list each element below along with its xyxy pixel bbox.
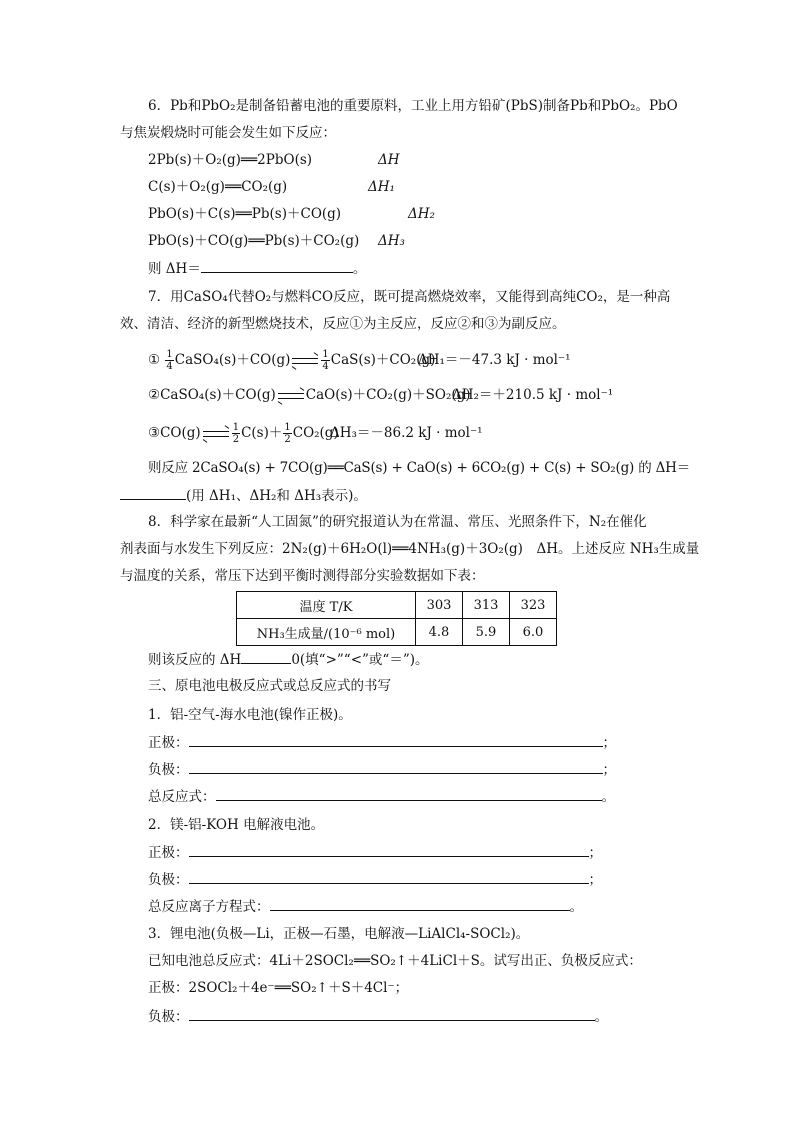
punct: 。 [594,1009,608,1025]
q7-ask-suffix: (用 ΔH₁、ΔH₂和 ΔH₃表示)。 [186,488,367,504]
table-cell: 323 [510,592,557,619]
q7-reaction-3 [148,418,339,448]
punct: ； [588,845,602,861]
part1-positive-blank[interactable] [189,732,603,747]
q8-intro-line3: 与温度的关系，常压下达到平衡时测得部分实验数据如下表： [120,568,485,584]
q7-reaction-3-frac-b: $\frac{1}{2}$ [284,422,291,445]
reversible-arrow-icon [278,392,304,400]
q6-reaction-4: PbO(s)＋CO(g)══Pb(s)＋CO₂(g) [148,233,360,249]
q7-reaction-3-frac-a: $\frac{1}{2}$ [232,422,240,445]
part1-total-line [148,786,615,807]
part2-total-blank[interactable] [270,896,570,911]
q8-ask-prefix: 则该反应的 ΔH [148,652,242,668]
q8-ask-suffix: 0(填“>”“<”或“＝”)。 [291,652,429,668]
reversible-arrow-icon [292,357,318,365]
q6-answer-prefix: 则 ΔH＝ [148,261,201,277]
q6-answer-suffix: 。 [352,261,367,277]
label: 总反应离子方程式： [148,899,270,915]
label: 负极： [148,1009,189,1025]
q6-reaction-2-dh: ΔH₁ [368,179,395,195]
table-cell: 6.0 [510,619,557,646]
q6-reaction-1: 2Pb(s)＋O₂(g)══2PbO(s) [148,152,313,168]
data-table [236,591,557,646]
q6-answer-line [148,258,366,279]
q7-reaction-1-frac-a: $\frac{1}{4}$ [166,349,173,372]
table-header-cell: NH₃生成量/(10⁻⁶ mol) [237,619,416,646]
punct: ； [588,872,602,888]
punct: ； [602,762,616,778]
part2-negative-line [148,869,602,890]
label: 负极： [148,872,189,888]
part3-positive-line: 正极：2SOCl₂＋4e⁻══SO₂↑＋S＋4Cl⁻； [148,980,409,996]
punct: 。 [601,789,615,805]
q6-reaction-3-dh: ΔH₂ [408,206,435,222]
q8-ask-line [148,649,428,670]
q7-reaction-1-frac-b: $\frac{1}{4}$ [322,349,329,372]
part3-negative-line [148,1006,608,1027]
part2-total-line [148,896,583,917]
q7-ask-line1: 则反应 2CaSO₄(s) + 7CO(g)══CaS(s) + CaO(s) + 6CO₂(g) + C(s) + SO₂(g) 的 ΔH＝ [148,460,691,476]
table-row [237,619,557,646]
q7-reaction-2 [148,385,471,405]
table-cell: 5.9 [463,619,510,646]
part2-title: 2．镁-铝-KOH 电解液电池。 [148,817,325,833]
q7-ask-line2 [120,485,367,506]
part1-title: 1．铝-空气-海水电池(镍作正极)。 [148,707,352,723]
part2-negative-blank[interactable] [189,869,589,884]
table-cell: 313 [463,592,510,619]
q7-reaction-1-mark: ① [148,352,161,368]
q7-answer-blank[interactable] [120,485,186,500]
q6-reaction-2: C(s)＋O₂(g)══CO₂(g) [148,179,288,195]
q7-reaction-1 [148,345,435,375]
part3-negative-blank[interactable] [189,1006,595,1021]
q7-reaction-3-right: CO₂(g) [292,425,339,441]
q7-reaction-3-mid: C(s)＋ [241,425,283,441]
q6-intro-line1: 6．Pb和PbO₂是制备铅蓄电池的重要原料，工业上用方铅矿(PbS)制备Pb和PbO₂。PbO [148,98,678,114]
part3-title: 3．锂电池(负极—Li，正极—石墨，电解液—LiAlCl₄-SOCl₂)。 [148,926,530,942]
q7-reaction-2-left: ②CaSO₄(s)＋CO(g) [148,387,276,403]
punct: ； [602,735,616,751]
part1-positive-line [148,732,616,753]
q6-reaction-4-dh: ΔH₃ [378,233,405,249]
q6-intro-line2: 与焦炭煅烧时可能会发生如下反应： [120,125,336,141]
part1-negative-blank[interactable] [189,759,603,774]
q7-reaction-1-right: CaS(s)＋CO₂(g) [330,352,436,368]
q7-reaction-1-dh: ΔH₁＝－47.3 kJ · mol⁻¹ [418,352,571,368]
q6-answer-blank[interactable] [201,258,353,273]
q7-reaction-2-right: CaO(s)＋CO₂(g)＋SO₂(g) [305,387,471,403]
section-3-title: 三、原电池电极反应式或总反应式的书写 [148,678,391,694]
part1-total-blank[interactable] [216,786,602,801]
q8-intro-line1: 8．科学家在最新“人工固氮”的研究报道认为在常温、常压、光照条件下，N₂在催化 [148,514,647,530]
q7-reaction-3-dh: ΔH₃＝－86.2 kJ · mol⁻¹ [330,425,483,441]
part3-known: 已知电池总反应式：4Li＋2SOCl₂══SO₂↑＋4LiCl＋S。试写出正、负极反应式： [148,953,642,969]
part1-negative-line [148,759,616,780]
label: 正极： [148,735,189,751]
q8-intro-line2: 剂表面与水发生下列反应：2N₂(g)＋6H₂O(l)══4NH₃(g)＋3O₂(g) ΔH。上述反应 NH₃生成量 [120,541,700,557]
reversible-arrow-icon [203,430,229,438]
label: 负极： [148,762,189,778]
part2-positive-line [148,842,602,863]
label: 总反应式： [148,789,216,805]
q6-reaction-3: PbO(s)＋C(s)══Pb(s)＋CO(g) [148,206,342,222]
table-row [237,592,557,619]
table-cell: 4.8 [416,619,463,646]
label: 正极： [148,845,189,861]
q7-reaction-2-dh: ΔH₂＝＋210.5 kJ · mol⁻¹ [452,387,614,403]
q7-intro-line2: 效、清洁、经济的新型燃烧技术，反应①为主反应，反应②和③为副反应。 [120,316,566,332]
table-header-cell: 温度 T/K [237,592,416,619]
part2-positive-blank[interactable] [189,842,589,857]
q7-reaction-1-left: CaSO₄(s)＋CO(g) [174,352,291,368]
q6-reaction-1-dh: ΔH [378,152,400,168]
q7-reaction-3-left: ③CO(g) [148,425,201,441]
q7-intro-line1: 7．用CaSO₄代替O₂与燃料CO反应，既可提高燃烧效率，又能得到高纯CO₂，是一种高 [148,289,671,305]
punct: 。 [569,899,583,915]
q8-answer-blank[interactable] [241,649,291,664]
table-cell: 303 [416,592,463,619]
